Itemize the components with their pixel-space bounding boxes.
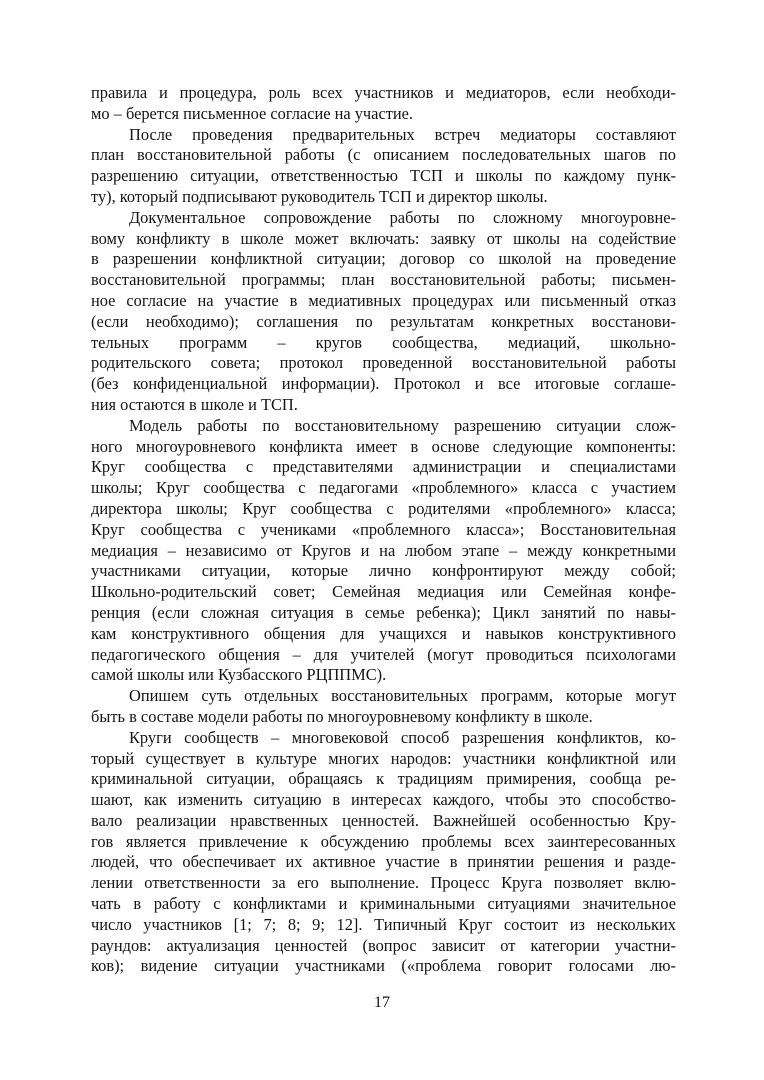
text-line: медиация – независимо от Кругов и на любом этапе – между конкретными <box>91 540 676 560</box>
text-line: тельных программ – кругов сообщества, медиаций, школьно- <box>91 332 676 352</box>
text-line: педагогического общения – для учителей (могут проводиться психологами <box>91 644 676 664</box>
text-line: раундов: актуализация ценностей (вопрос зависит от категории участни- <box>91 935 676 955</box>
paragraph-6 <box>91 728 676 978</box>
text-line: ное согласие на участие в медиативных процедурах или письменный отказ <box>91 290 676 310</box>
text-line: ренция (если сложная ситуация в семье ребенка); Цикл занятий по навы- <box>91 602 676 622</box>
text-line: шают, как изменить ситуацию в интересах каждого, чтобы это способство- <box>91 790 676 810</box>
text-line: вало реализации нравственных ценностей. Важнейшей особенностью Кру- <box>91 810 676 830</box>
text-line: кам конструктивного общения для учащихся и навыков конструктивного <box>91 623 676 643</box>
text-line: директора школы; Круг сообщества с родителями «проблемного» класса; <box>91 498 676 518</box>
text-line: школы; Круг сообщества с педагогами «проблемного» класса с участием <box>91 478 676 498</box>
text-line: После проведения предварительных встреч медиаторы составляют <box>129 124 676 144</box>
text-line: самой школы или Кузбасского РЦППМС). <box>91 665 387 685</box>
text-line: лении ответственности за его выполнение. Процесс Круга позволяет вклю- <box>91 873 676 893</box>
text-line: число участников [1; 7; 8; 9; 12]. Типичный Круг состоит из нескольких <box>91 914 676 934</box>
text-line: восстановительной программы; план восстановительной работы; письмен- <box>91 270 676 290</box>
text-line: людей, что обеспечивает их активное участие в принятии решения и разде- <box>91 852 676 872</box>
paragraph-2 <box>91 125 676 208</box>
text-line: ту), который подписывают руководитель ТСП и директор школы. <box>91 186 548 206</box>
text-line: быть в составе модели работы по многоуровневому конфликту в школе. <box>91 706 593 726</box>
text-line: ния остаются в школе и ТСП. <box>91 394 298 414</box>
text-line: торый существует в культуре многих народов: участники конфликтной или <box>91 748 676 768</box>
text-line: Опишем суть отдельных восстановительных программ, которые могут <box>129 686 676 706</box>
text-line: ков); видение ситуации участниками («проблема говорит голосами лю- <box>91 956 676 976</box>
text-line: (без конфиденциальной информации). Протокол и все итоговые соглаше- <box>91 374 676 394</box>
text-line: Школьно-родительский совет; Семейная медиация или Семейная конфе- <box>91 582 676 602</box>
text-line: Круги сообществ – многовековой способ разрешения конфликтов, ко- <box>129 727 676 747</box>
text-line: в разрешении конфликтной ситуации; договор со школой на проведение <box>91 249 676 269</box>
paragraph-4 <box>91 416 676 686</box>
text-line: родительского совета; протокол проведенной восстановительной работы <box>91 353 676 373</box>
text-line: правила и процедура, роль всех участников и медиаторов, если необходи- <box>91 83 676 102</box>
page-number: 17 <box>374 994 390 1011</box>
paragraph-1 <box>91 83 676 125</box>
text-line: вому конфликту в школе может включать: заявку от школы на содействие <box>91 228 676 248</box>
text-line: чать в работу с конфликтами и криминальными ситуациями значительное <box>91 894 676 914</box>
text-line: ного многоуровневого конфликта имеет в основе следующие компоненты: <box>91 436 676 456</box>
text-line: гов является привлечение к обсуждению проблемы всех заинтересованных <box>91 831 676 851</box>
text-line: криминальной ситуации, обращаясь к традициям примирения, сообща ре- <box>91 769 676 789</box>
text-line: Документальное сопровождение работы по сложному многоуровне- <box>129 207 676 227</box>
text-line: разрешению ситуации, ответственностью ТСП и школы по каждому пунк- <box>91 166 676 186</box>
paragraph-3 <box>91 208 676 416</box>
text-line: мо – берется письменное согласие на участие. <box>91 103 414 123</box>
paragraph-5 <box>91 686 676 728</box>
text-line: (если необходимо); соглашения по результатам конкретных восстанови- <box>91 311 676 331</box>
body-text <box>91 83 676 977</box>
text-line: план восстановительной работы (с описанием последовательных шагов по <box>91 145 676 165</box>
text-line: Модель работы по восстановительному разрешению ситуации слож- <box>129 415 676 435</box>
text-line: Круг сообщества с учениками «проблемного класса»; Восстановительная <box>91 519 676 539</box>
text-line: участниками ситуации, которые лично конфронтируют между собой; <box>91 561 676 581</box>
text-line: Круг сообщества с представителями администрации и специалистами <box>91 457 676 477</box>
